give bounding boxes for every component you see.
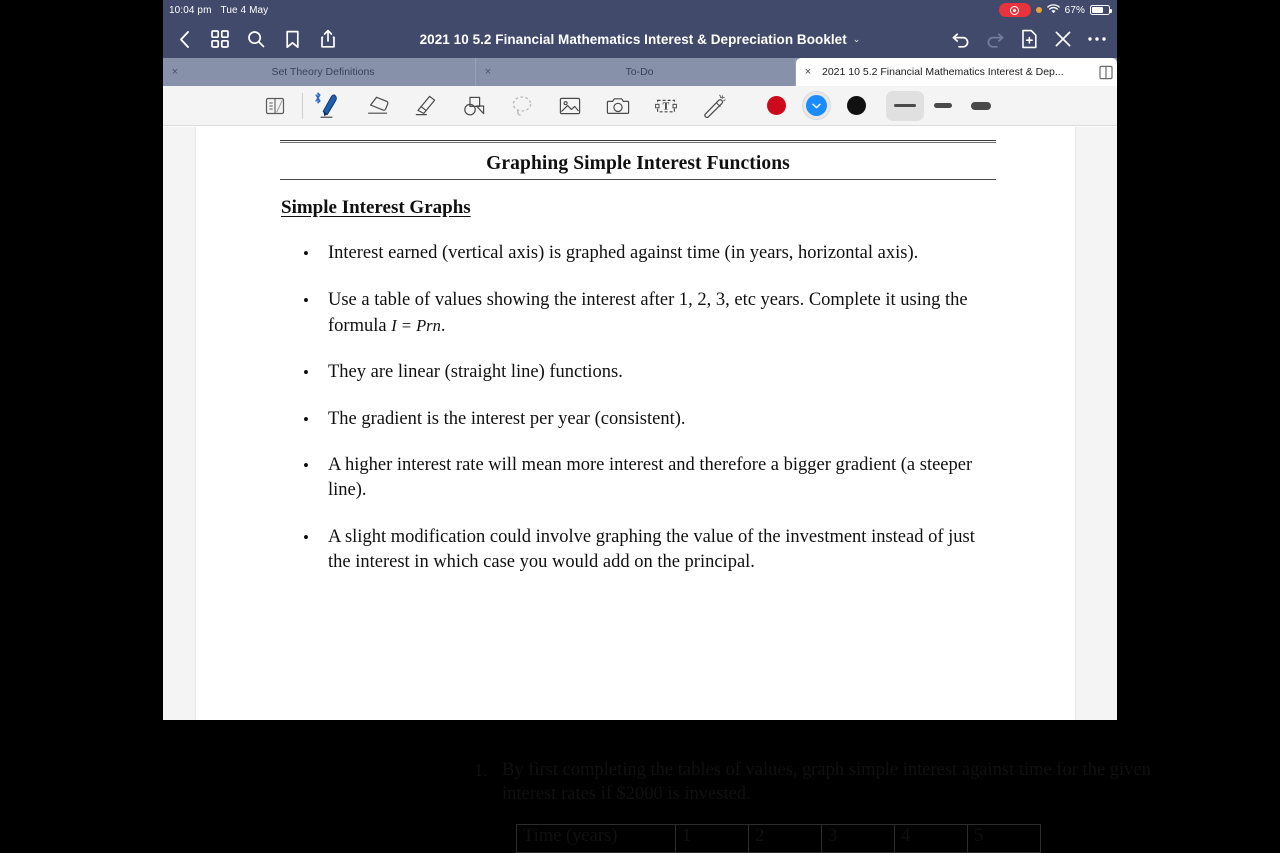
tab-close-icon[interactable]: × xyxy=(804,65,812,78)
bullet-marker: • xyxy=(303,244,309,263)
toolbar-divider xyxy=(302,93,303,119)
search-icon[interactable] xyxy=(242,25,270,53)
table-cell-time-5[interactable]: 5 xyxy=(968,825,1041,853)
color-red-button[interactable] xyxy=(756,87,796,125)
table-row-label: Time (years) xyxy=(517,825,676,853)
status-bar xyxy=(163,0,1117,20)
orange-privacy-dot-icon xyxy=(1036,7,1042,13)
split-view-icon[interactable] xyxy=(1095,65,1117,80)
eraser-tool[interactable] xyxy=(354,87,402,125)
svg-text:T: T xyxy=(662,101,670,113)
tab-label: Set Theory Definitions xyxy=(271,66,375,78)
stroke-thick-button[interactable] xyxy=(962,91,1000,121)
bullet-text: The gradient is the interest per year (consistent). xyxy=(328,408,686,429)
lasso-select-tool[interactable] xyxy=(498,87,546,125)
document-title-label: 2021 10 5.2 Financial Mathematics Interest & Depreciation Booklet xyxy=(419,31,847,47)
tool-button-group xyxy=(251,87,738,125)
color-blue-swatch xyxy=(806,95,827,116)
highlighter-tool[interactable] xyxy=(402,87,450,125)
more-options-icon[interactable] xyxy=(1083,25,1111,53)
list-item xyxy=(300,525,1000,575)
bookmark-icon[interactable] xyxy=(278,25,306,53)
question-text: By first completing the tables of values, graph simple interest against time for the given interest rates if $2000 is invested. xyxy=(502,760,1151,804)
list-item xyxy=(300,288,1000,339)
page-title: Graphing Simple Interest Functions xyxy=(486,153,790,174)
color-black-swatch xyxy=(847,96,866,115)
bullet-text-after: . xyxy=(440,315,446,336)
bullet-text: A higher interest rate will mean more interest and therefore a bigger gradient (a steeper line). xyxy=(328,455,973,500)
share-icon[interactable] xyxy=(314,25,342,53)
tab-label: To-Do xyxy=(625,66,654,78)
tab-bar xyxy=(163,58,1117,86)
table-cell-time-4[interactable]: 4 xyxy=(895,825,968,853)
drawing-toolbar xyxy=(163,86,1117,126)
table-cell-time-2[interactable]: 2 xyxy=(749,825,822,853)
nav-left-button-group xyxy=(163,25,342,53)
tab-label: 2021 10 5.2 Financial Mathematics Interest & Dep... xyxy=(822,66,1064,78)
status-bar-left xyxy=(163,5,268,16)
formula-simple-interest: I = Prn xyxy=(391,315,441,335)
tab-close-icon[interactable]: × xyxy=(171,65,179,78)
color-blue-selected-ring xyxy=(803,92,830,119)
color-red-swatch xyxy=(767,96,786,115)
bullet-list xyxy=(300,241,1000,596)
bluetooth-icon xyxy=(314,92,322,106)
color-black-button[interactable] xyxy=(836,87,876,125)
document-title-button[interactable] xyxy=(553,20,1033,58)
battery-icon xyxy=(1090,5,1110,15)
table-row xyxy=(517,825,1041,853)
record-dot-icon xyxy=(1010,6,1019,15)
section-subheading: Simple Interest Graphs xyxy=(281,197,471,218)
page-gutter-left xyxy=(163,127,196,720)
document-canvas[interactable] xyxy=(163,127,1151,846)
bullet-marker: • xyxy=(303,363,309,382)
grid-thumbnails-icon[interactable] xyxy=(206,25,234,53)
page-gutter-right xyxy=(1075,127,1117,720)
battery-percent-label: 67% xyxy=(1064,4,1085,16)
list-item xyxy=(300,360,1000,385)
title-rule-bottom xyxy=(280,179,996,180)
back-chevron-icon[interactable] xyxy=(170,25,198,53)
shapes-tool[interactable] xyxy=(450,87,498,125)
magic-wand-tool[interactable] xyxy=(690,87,738,125)
stroke-medium-button[interactable] xyxy=(924,91,962,121)
bullet-marker: • xyxy=(303,409,309,429)
tab-set-theory-definitions[interactable] xyxy=(163,58,476,86)
status-bar-right xyxy=(999,3,1117,17)
bullet-text-before: Use a table of values showing the interest after 1, 2, 3, etc years. Complete it using the formula xyxy=(328,289,968,336)
pen-tool[interactable] xyxy=(306,87,354,125)
bullet-marker: • xyxy=(303,527,309,547)
stroke-thin-icon xyxy=(894,104,916,106)
document-page[interactable] xyxy=(196,127,1151,846)
wifi-icon xyxy=(1047,4,1060,17)
color-blue-button[interactable] xyxy=(796,87,836,125)
insert-image-tool[interactable] xyxy=(546,87,594,125)
screen-recording-indicator[interactable] xyxy=(999,3,1031,17)
stroke-thin-button[interactable] xyxy=(886,91,924,121)
chevron-down-icon: ⌄ xyxy=(852,33,861,44)
bullet-marker: • xyxy=(303,290,309,310)
table-cell-time-3[interactable]: 3 xyxy=(822,825,895,853)
bullet-text: Interest earned (vertical axis) is graphed against time (in years, horizontal axis). xyxy=(328,243,919,263)
list-item xyxy=(300,241,1000,266)
color-palette xyxy=(756,87,876,125)
list-item xyxy=(300,407,1000,432)
tab-to-do[interactable] xyxy=(476,58,796,86)
bullet-text: They are linear (straight line) functions. xyxy=(328,362,623,382)
tab-financial-mathematics-booklet[interactable] xyxy=(796,58,1117,86)
bullet-text: A slight modification could involve graphing the value of the investment instead of just the interest in which case you would add on the principal. xyxy=(328,526,975,572)
bullet-marker: • xyxy=(303,456,309,475)
stroke-width-group xyxy=(886,91,1000,121)
table-cell-time-1[interactable]: 1 xyxy=(676,825,749,853)
time-values-table[interactable] xyxy=(516,824,1041,853)
tab-close-icon[interactable]: × xyxy=(484,65,492,78)
status-bar-date: Tue 4 May xyxy=(220,4,269,16)
page-layers-tool[interactable] xyxy=(251,87,299,125)
stroke-medium-icon xyxy=(934,103,952,108)
text-box-tool[interactable] xyxy=(642,87,690,125)
tablet-viewport xyxy=(163,0,1151,846)
question-number: 1. xyxy=(474,760,488,780)
list-item xyxy=(300,453,1000,503)
stroke-thick-icon xyxy=(971,102,991,110)
camera-tool[interactable] xyxy=(594,87,642,125)
bullet-text xyxy=(328,288,1000,339)
numbered-question-1 xyxy=(474,758,1174,806)
close-icon[interactable] xyxy=(1049,25,1077,53)
title-rule-top xyxy=(280,140,996,143)
status-bar-time: 10:04 pm xyxy=(169,4,212,16)
